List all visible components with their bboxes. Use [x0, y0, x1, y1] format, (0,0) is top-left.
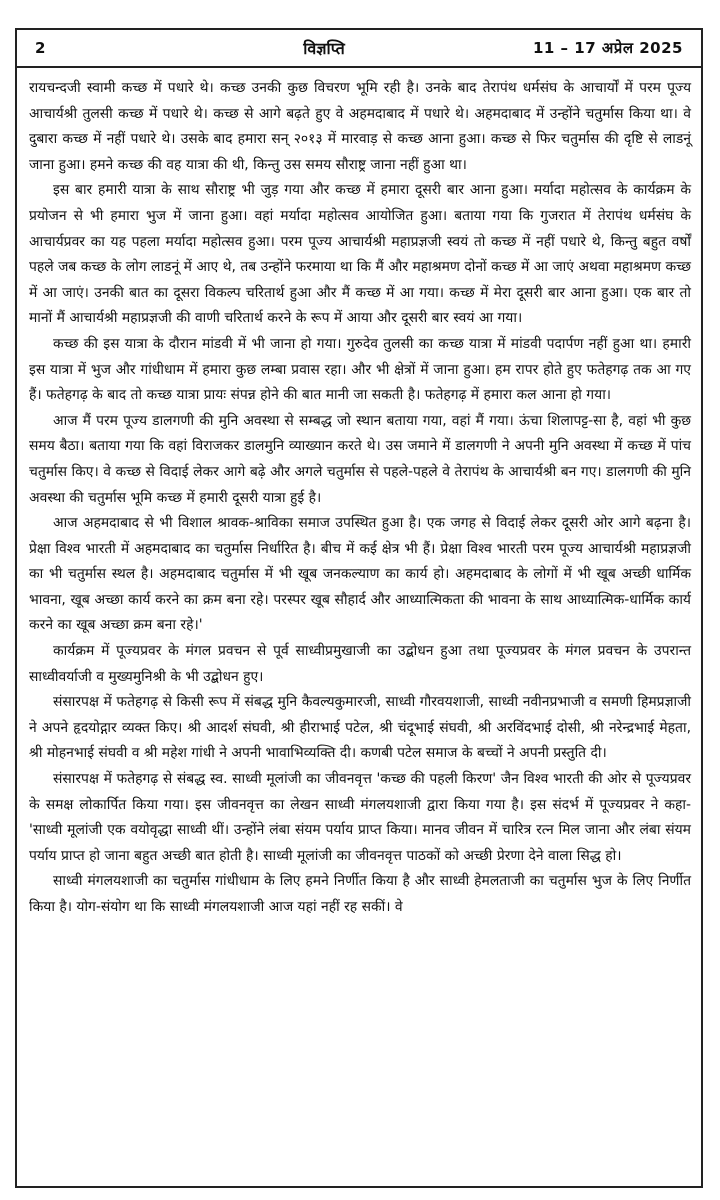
newspaper-title: विज्ञप्ति: [303, 39, 345, 58]
issue-date: 11 – 17 अप्रेल 2025: [532, 39, 683, 57]
paragraph: कार्यक्रम में पूज्यप्रवर के मंगल प्रवचन से पूर्व साध्वीप्रमुखाजी का उद्बोधन हुआ तथा पूज्यप्रवर के मंगल प्रवचन के उपरान्त साध्वीवर्याजी व मुख्यमुनिश्री के भी उद्बोधन हुए।: [29, 643, 691, 685]
paragraph: रायचन्दजी स्वामी कच्छ में पधारे थे। कच्छ उनकी कुछ विचरण भूमि रही है। उनके बाद तेरापंथ धर्मसंघ के आचार्यों में परम पूज्य आचार्यश्री तुलसी कच्छ में पधारे थे। कच्छ से आगे बढ़ते हुए वे अहमदाबाद में पधारे थे। अहमदाबाद में उन्होंने चतुर्मास किया था। वे दुबारा कच्छ में नहीं पधारे थे। उसके बाद हमारा सन् २०१३ में मारवाड़ से कच्छ आना हुआ। कच्छ से फिर चतुर्मास की दृष्टि से लाडनूं जाना हुआ। हमने कच्छ की वह यात्रा की थी, किन्तु उस समय सौराष्ट्र जाना नहीं हुआ था।: [29, 80, 691, 173]
page-frame: [15, 28, 703, 1188]
paragraph: इस बार हमारी यात्रा के साथ सौराष्ट्र भी जुड़ गया और कच्छ में हमारा दूसरी बार आना हुआ। मर्यादा महोत्सव के कार्यक्रम के प्रयोजन से भी हमारा भुज में जाना हुआ। वहां मर्यादा महोत्सव आयोजित हुआ। बताया गया कि गुजरात में तेरापंथ धर्मसंघ के आचार्यप्रवर का यह पहला मर्यादा महोत्सव हुआ। परम पूज्य आचार्यश्री महाप्रज्ञजी स्वयं तो कच्छ में नहीं पधारे थे, किन्तु बहुत वर्षों पहले जब कच्छ के लोग लाडनूं में आए थे, तब उन्होंने फरमाया था कि मैं और महाश्रमण दोनों कच्छ में आ जाएं अथवा महाश्रमण कच्छ में आ जाएं। उनकी बात का दूसरा विकल्प चरितार्थ हुआ और मैं कच्छ में आ गया। कच्छ में मेरा दूसरी बार आना हुआ। एक बार तो मानों मैं आचार्यश्री महाप्रज्ञजी की वाणी चरितार्थ करने के रूप में आया और दूसरी बार स्वयं आ गया।: [29, 182, 691, 327]
paragraph: आज अहमदाबाद से भी विशाल श्रावक-श्राविका समाज उपस्थित हुआ है। एक जगह से विदाई लेकर दूसरी ओर आगे बढ़ना है। प्रेक्षा विश्व भारती में अहमदाबाद का चतुर्मास निर्धारित है। बीच में कई क्षेत्र भी हैं। प्रेक्षा विश्व भारती परम पूज्य आचार्यश्री महाप्रज्ञजी का भी चतुर्मास स्थल है। अहमदाबाद चतुर्मास में भी खूब जनकल्याण का कार्य हो। अहमदाबाद के लोगों में भी खूब अच्छी धार्मिक भावना, खूब अच्छा कार्य करने का क्रम बना रहे। परस्पर खूब सौहार्द और आध्यात्मिकता की भावना के साथ आध्यात्मिक-धार्मिक कार्य करने का खूब अच्छा क्रम बना रहे।': [29, 515, 691, 634]
paragraph: कच्छ की इस यात्रा के दौरान मांडवी में भी जाना हो गया। गुरुदेव तुलसी का कच्छ यात्रा में मांडवी पदार्पण नहीं हुआ था। हमारी इस यात्रा में भुज और गांधीधाम में हमारा कुछ लम्बा प्रवास रहा। और भी क्षेत्रों में जाना हुआ। हम रापर होते हुए फतेहगढ़ तक आ गए हैं। फतेहगढ़ के बाद तो कच्छ यात्रा प्रायः संपन्न होने की बात मानी जा सकती है। फतेहगढ़ में हमारा कल आना हो गया।: [29, 335, 691, 404]
page-number: 2: [35, 39, 46, 57]
paragraph: संसारपक्ष में फतेहगढ़ से किसी रूप में संबद्ध मुनि कैवल्यकुमारजी, साध्वी गौरवयशाजी, साध्वी नवीनप्रभाजी व समणी हिमप्रज्ञाजी ने अपने हृदयोद्गार व्यक्त किए। श्री आदर्श संघवी, श्री हीराभाई पटेल, श्री चंदूभाई संघवी, श्री अरविंदभाई दोसी, श्री नरेन्द्रभाई मेहता, श्री मोहनभाई संघवी व श्री महेश गांधी ने अपनी भावाभिव्यक्ति दी। कणबी पटेल समाज के बच्चों ने अपनी प्रस्तुति दी।: [29, 694, 691, 762]
page-header: [17, 30, 701, 68]
paragraph: आज मैं परम पूज्य डालगणी की मुनि अवस्था से सम्बद्ध जो स्थान बताया गया, वहां मैं गया। ऊंचा शिलापट्ट-सा है, वहां भी कुछ समय बैठा। बताया गया कि वहां विराजकर डालमुनि व्याख्यान करते थे। उस जमाने में डालगणी ने अपनी मुनि अवस्था में कच्छ में पांच चतुर्मास किए। वे कच्छ से विदाई लेकर आगे बढ़े और अगले चतुर्मास से पहले-पहले वे तेरापंथ के आचार्यश्री बन गए। डालगणी की मुनि अवस्था की चतुर्मास भूमि कच्छ में हमारी दूसरी यात्रा हुई है।: [29, 412, 691, 506]
paragraph: संसारपक्ष में फतेहगढ़ से संबद्ध स्व. साध्वी मूलांजी का जीवनवृत्त 'कच्छ की पहली किरण' जैन विश्व भारती की ओर से पूज्यप्रवर के समक्ष लोकार्पित किया गया। इस जीवनवृत्त का लेखन साध्वी मंगलयशाजी द्वारा किया गया है। इस संदर्भ में पूज्यप्रवर ने कहा- 'साध्वी मूलांजी एक वयोवृद्धा साध्वी थीं। उन्होंने लंबा संयम पर्याय प्राप्त किया। मानव जीवन में चारित्र रत्न मिल जाना और लंबा संयम पर्याय प्राप्त हो जाना बहुत अच्छी बात होती है। साध्वी मूलांजी का जीवनवृत्त पाठकों को अच्छी प्रेरणा देने वाला सिद्ध हो।: [29, 771, 691, 864]
paragraph: साध्वी मंगलयशाजी का चतुर्मास गांधीधाम के लिए हमने निर्णीत किया है और साध्वी हेमलताजी का चतुर्मास भुज के लिए निर्णीत किया है। योग-संयोग था कि साध्वी मंगलयशाजी आज यहां नहीं रह सकीं। वे: [29, 873, 691, 915]
article-body: [29, 76, 691, 1182]
